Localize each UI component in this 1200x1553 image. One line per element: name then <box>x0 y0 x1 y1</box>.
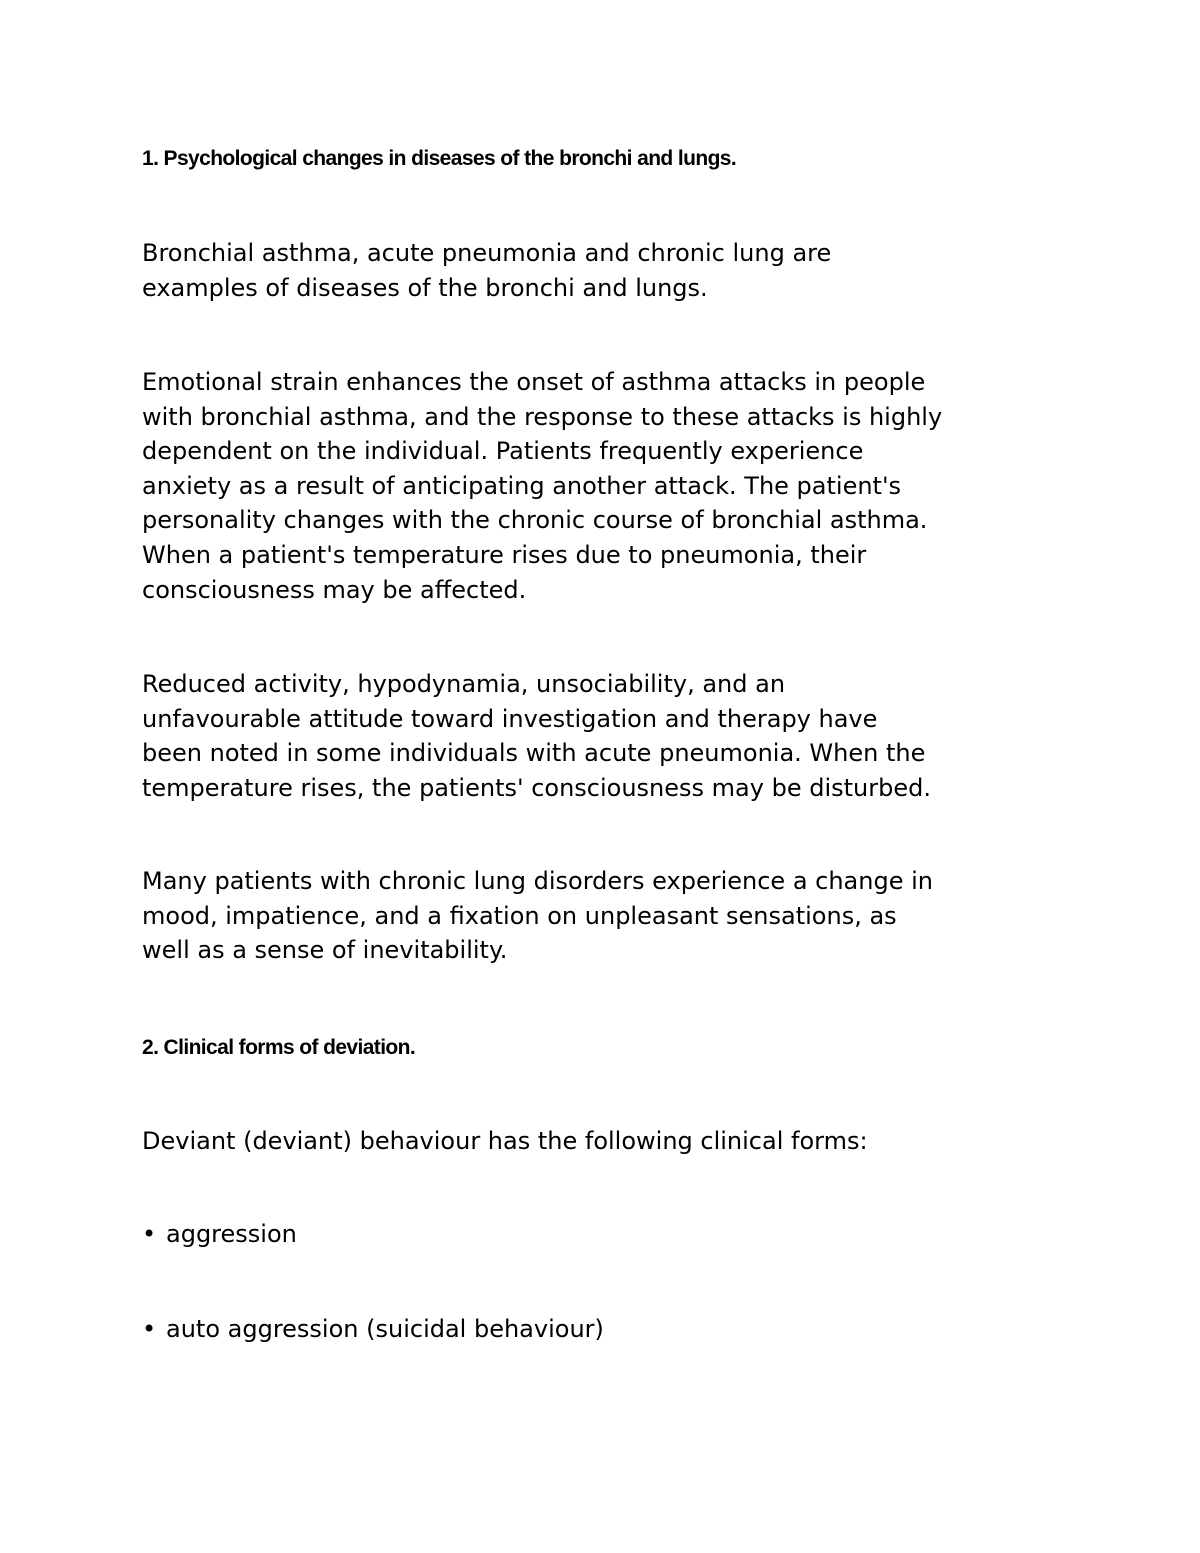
bullet-icon: • <box>142 1315 157 1343</box>
bullet-item-text: auto aggression (suicidal behaviour) <box>166 1315 604 1343</box>
paragraph-diseases-examples: Bronchial asthma, acute pneumonia and chronic lung are examples of diseases of the bronchi and lungs. <box>142 239 832 302</box>
paragraph-chronic-lung: Many patients with chronic lung disorders experience a change in mood, impatience, and a fixation on unpleasant sensations, as well as a sense of inevitability. <box>142 867 933 965</box>
section-2-heading: 2. Clinical forms of deviation. <box>142 1036 416 1059</box>
paragraph-deviant-intro: Deviant (deviant) behaviour has the following clinical forms: <box>142 1127 868 1155</box>
bullet-icon: • <box>142 1220 157 1248</box>
paragraph-acute-pneumonia: Reduced activity, hypodynamia, unsociability, and an unfavourable attitude toward investigation and therapy have been noted in some individuals with acute pneumonia. When the temperature rises, the patients' consciousness may be disturbed. <box>142 670 931 802</box>
bullet-item-aggression <box>142 1217 297 1251</box>
section-1-heading: 1. Psychological changes in diseases of the bronchi and lungs. <box>142 147 737 170</box>
bullet-item-auto-aggression <box>142 1312 604 1346</box>
bullet-item-text: aggression <box>166 1220 297 1248</box>
paragraph-bronchial-asthma: Emotional strain enhances the onset of asthma attacks in people with bronchial asthma, and the response to these attacks is highly dependent on the individual. Patients frequently experience anxiety as a result of anticipating another attack. The patient's personality changes with the chronic course of bronchial asthma. When a patient's temperature rises due to pneumonia, their consciousness may be affected. <box>142 368 943 604</box>
